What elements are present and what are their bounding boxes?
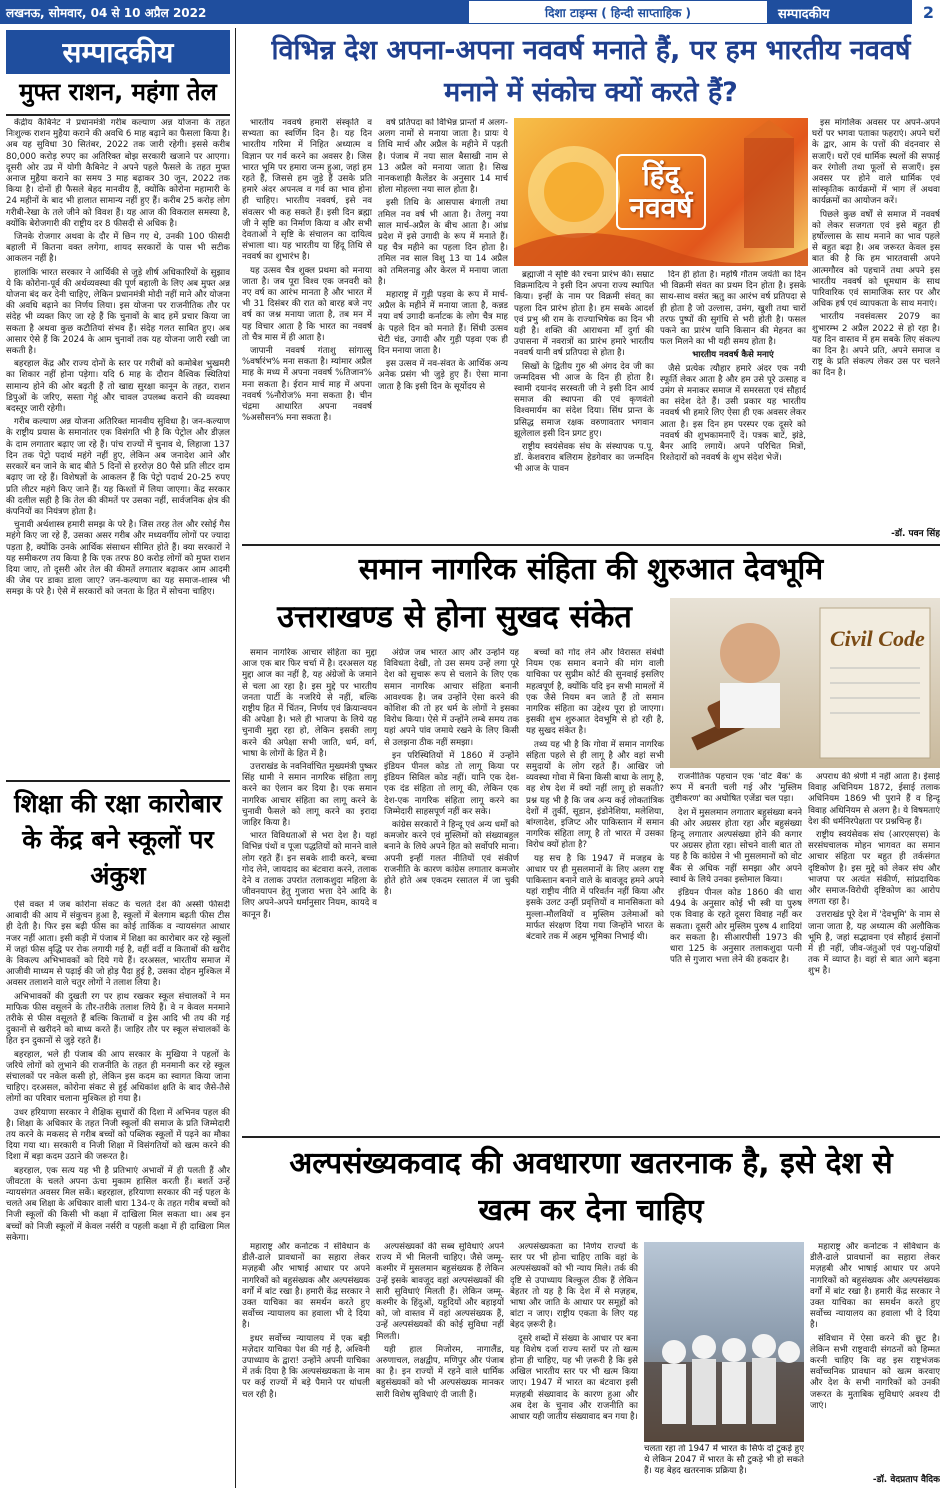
paragraph: अभिभावकों की दुखती रग पर हाथ रखकर स्कूल संचालकों ने मन माफिक फीस वसूलने के तौर-तरीके तलाश लिये हैं। वे न केवल मनमाने तरीके से फीस वसूलते हैं बल्कि किताबों व ड्रेस आदि भी तय की गई दुकानों से खरीदने को बाध्य करते हैं। जाहिर तौर पर स्कूल संचालकों के हित इन दुकानों से जुड़े रहते हैं। (6, 991, 230, 1047)
paragraph: अंग्रेज जब भारत आए और उन्होंने यह विविधता देखी, तो उस समय उन्हें लगा पूरे देश को सुचारू रूप से चलाने के लिए एक समान नागरिक आचार संहिता बनानी आवश्यक है। जब उन्होंने ऐसा करने की कोशिश की तो हर धर्म के लोगों ने इसका विरोध किया। ऐसे में उन्होंने लम्बे समय तक यहां अपने पांव जमाये रखने के लिए किसी से उलझना ठीक नहीं समझा। (384, 648, 519, 748)
paragraph: सिखों के द्वितीय गुरु श्री अंगद देव जी का जन्मदिवस भी आज के दिन ही होता है। स्वामी दयानंद सरस्वती जी ने इसी दिन आर्य समाज की स्थापना की एवं कृणवंतो विश्वमार्यम का संदेश दिया। सिंध प्रान्त के प्रसिद्ध समाज रक्षक वरुणावतार भगवान झूलेलाल इसी दिन प्रगट हुए। (514, 361, 654, 439)
paragraph: इन परिस्थितियों में 1860 में उन्होंने इंडियन पीनल कोड तो लागू किया पर इंडियन सिविल कोड नहीं। यानि एक देश-एक दंड संहिता तो लागू की, लेकिन एक देश-एक नागरिक संहिता लागू करने का जिम्मेदारी साहसपूर्ण नहीं कर सके। (384, 750, 519, 817)
civil-headline-2: उत्तराखण्ड से होना सुखद संकेत (277, 599, 632, 635)
paragraph: ब्रह्माजी ने सृष्टि की रचना प्रारंभ की। सम्राट विक्रमादित्य ने इसी दिन अपना राज्य स्थापित किया। इन्हीं के नाम पर विक्रमी संवत् का पहला दिन प्रारंभ होता है। हम सबके आदर्श एवं प्रभु श्री राम के राज्याभिषेक का दिन भी यही है। शक्ति की आराधना माँ दुर्गा की उपासना में नवरात्रों का प्रारंभ हमारे भारतीय नववर्ष यानी वर्ष प्रतिपदा से होता है। (514, 270, 654, 359)
article1-headline: मुफ्त राशन, महंगा तेल (19, 78, 217, 106)
paragraph: दिन ही होता है। महर्षि गौतम जयंती का दिन भी विक्रमी संवत का प्रथम दिन होता है। इसके साथ-साथ वसंत ऋतु का आरंभ वर्ष प्रतिपदा से ही होता है जो उल्लास, उमंग, खुशी तथा चारों तरफ पुष्पों की सुगंधि से भरी होती है। फसल पकने का प्रारंभ यानि किसान की मेहनत का फल मिलने का भी यही समय होता है। (660, 270, 806, 348)
paragraph: जिनके रोजगार अथवा के दौर में छिन गए थे, उनकी 100 फीसदी बहाली में कितना वक्त लगेगा, शायद सरकारों के पास भी सटीक आकलन नहीं है। (6, 232, 230, 265)
divider (6, 780, 230, 782)
crowd-illustration (644, 1242, 804, 1442)
masthead: दिशा टाइम्स ( हिन्दी साप्ताहिक ) (545, 5, 691, 20)
minority-col2 (376, 1242, 504, 1486)
paragraph: वर्ष प्रतिपदा को विभिन्न प्रान्तों में अलग-अलग नामों से मनाया जाता है। प्रायः ये तिथि मार्च और अप्रैल के महीने में पड़ती है। पंजाब में नया साल बैसाखी नाम से 13 अप्रैल को मनाया जाता है। सिख नानकशाही कैलेंडर के अनुसार 14 मार्च होला मोहल्ला नया साल होता है। (378, 118, 508, 196)
paragraph: संविधान में ऐसा करने की छूट है। लेकिन सभी राष्ट्रवादी संगठनों को हिम्मत करनी चाहिए कि वह इस राष्ट्रभंजक सर्वोच्चनिक प्रावधान को खत्म करवाए और देश के सभी नागरिकों को उनकी जरूरत के मुताबिक सुविधाएं अवश्य दी जाएं। (810, 1333, 940, 1411)
navvarsh-col3 (514, 270, 654, 540)
paragraph: यही हाल मिजोरम, नागालैंड, अरुणाचल, लक्षद्वीप, मणिपुर और पंजाब का है। इन राज्यों में रहने वाले धार्मिक बहुसंख्यकों को भी अल्पसंख्यक मानकर सारी विशेष सुविधाएं दी जाती हैं। (376, 1344, 504, 1400)
paragraph: महाराष्ट्र और कर्नाटक ने संविधान के डीलै-ढाले प्रावधानों का सहारा लेकर मज़हबी और भाषाई आधार पर अपने नागरिकों को बहुसंख्यक और अल्पसंख्यक वर्गों में बांट रखा है। हमारी केंद्र सरकार ने उक्त याचिका का समर्थन करते हुए सर्वोच्च न्यायालय का हवाला भी दे दिया है। (242, 1242, 370, 1331)
paragraph: ऐसे वक्त में जब कोरोना संकट के चलते देश की अस्सी फीसदी आबादी की आय में संकुचन हुआ है, स्कूलों में बेलगाम बढ़ती फीस टीस ही देती है। फिर इस बढ़ी फीस का कोई तार्किक व न्यायसंगत आधार नजर नहीं आता। इसी कड़ी में पंजाब में शिक्षा का कारोबार कर रहे स्कूलों में जहां फीस वृद्धि पर रोक लगायी गई है, वहीं वर्दी व किताबों की खरीद के विकल्प अभिभावकों को दिये गये हैं। दरअसल, भारतीय समाज में आजीवी माध्यम से पढ़ाई की जो होड़ पैदा हुई है, उसका दोहन मुश्किल में अवसर तलाशने वाले चतुर लोगों ने तलाश लिया है। (6, 900, 230, 989)
section-title: सम्पादकीय (62, 36, 174, 69)
section-label: सम्पादकीय (778, 7, 830, 22)
minority-col5 (810, 1242, 940, 1470)
paragraph: जैसे प्रत्येक त्यौहार हमारे अंदर एक नयी स्फूर्ति लेकर आता है और हम उसे पूरे उत्साह व उमंग से मनाकर समाज में समरसता एवं सौहार्द का संदेश देते हैं। उसी प्रकार यह भारतीय नववर्ष भी हमारे लिए ऐसा ही एक अवसर लेकर आता है। इस दिन हम परस्पर एक दूसरे को नववर्ष की शुभकामनाएँ दें। पत्रक बाटें, झंडे, बैनर आदि लगायें। अपने परिचित मित्रों, रिश्तेदारों को नववर्ष के शुभ संदेश भेजें। (660, 363, 806, 464)
page-number: 2 (922, 2, 935, 22)
civil-col1 (242, 648, 377, 1132)
paragraph: राष्ट्रीय स्वयंसेवक संघ (आरएसएस) के सरसंघचालक मोहन भागवत का समान आचार संहिता पर बहुत ही तर्कसंगत दृष्टिकोण है। इस मुद्दे को लेकर संघ और भाजपा पर अत्यंत संकीर्ण, सांप्रदायिक और समाज-विरोधी दृष्टिकोण का आरोप लगता रहा है। (808, 830, 940, 908)
dateline: लखनऊ, सोमवार, 04 से 10 अप्रैल 2022 (6, 6, 207, 20)
paragraph: कांग्रेस सरकारों ने हिन्दू एवं अन्य धर्मों को कमजोर करने एवं मुस्लिमों को संख्याबहुल बनाने के लिये अपने हित को सर्वोपरि माना। अपनी इन्हीं गलत नीतियों एवं संकीर्ण राजनीति के कारण कांग्रेस लगातार कमजोर होते होते अब एकदम रसातल में जा चुकी है। (384, 820, 519, 898)
paragraph: हालांकि भारत सरकार ने आर्थिकी से जुड़े शीर्ष अधिकारियों के सुझाव ये कि कोरोना-पूर्व की अर्थव्यवस्था की पूर्ण बहाली के लिए अब मुफ्त अन्न योजना बंद कर देनी चाहिए, लेकिन प्रधानमंत्री मोदी नहीं माने और योजना की अवधि बढ़ाने का निर्णय लिया। इस योजना पर राजनीतिक तौर पर संदेह भी व्यक्त किए जा रहे हैं कि चुनावों के बाद हमें प्रचार किया जा सकता है अथवा कुछ कटौतियां संभव हैं। संदेह गलत साबित हुए। अब आसार ऐसे हैं कि 2024 के आम चुनावों तक यह योजना जारी रखी जा सकती है। (6, 267, 230, 357)
paragraph: देश में मुसलमान लगातार बहुसंख्या बनने की ओर अग्रसर होता रहा और बहुसंख्या हिन्दू लगातार अल्पसंख्या होने की कगार पर अग्रसर होता रहा। सोचने वाली बात तो यह है कि कांग्रेस ने भी मुसलमानों को वोट बैंक से अधिक नहीं समझा और अपने स्वार्थ के लिये उनका इस्तेमाल किया। (670, 807, 802, 885)
paragraph: जापानी नववर्ष गंताशु सांगात्सु %वर्षारंभ% मना सकता है। म्यांमार अप्रैल माह के मध्य में अपना नववर्ष %तिजान% मना सकता है। ईरान मार्च माह में अपना नववर्ष %नौरोज% मना सकता है। चीन चंद्रमा आधारित अपना नववर्ष %असौसन% मना सकता है। (242, 346, 372, 424)
paragraph: चुनावी अर्थशास्त्र हमारी समझ के परे है। जिस तरह तेल और रसोई गैस महंगे किए जा रहे हैं, उसका असर गरीब और मध्यवर्गीय लोगों पर ज्यादा पड़ता है, क्योंकि उनके आर्थिक संसाधन सीमित होते हैं। क्या सरकारों ने यह समीकरण तय किया है कि एक तरफ 80 करोड़ लोगों को मुफ्त राशन दिया जाए, तो दूसरी ओर तेल की कीमतें लगातार बढ़ाकर आम आदमी की जेब पर डाका डाला जाए? जन-कल्याण का यह समाज-शास्त्र भी समझ के परे है। ऐसे में सरकारों को जनता के हित में सोचना चाहिए। (6, 520, 230, 598)
paragraph: अपराध की श्रेणी में नहीं आता है। ईसाई विवाह अधिनियम 1872, ईसाई तलाक अधिनियम 1869 भी पुराने हैं व हिन्दू विवाह अधिनियम से अलग है। ये विषमताएं देश की धर्मनिरपेक्षता पर प्रश्नचिन्ह हैं। (808, 772, 940, 827)
minority-author: -डॉ. वेदप्रताप वैदिक (872, 1475, 940, 1485)
paragraph: इस उत्सव में नव-संवत के आर्थिक अन्य अनेक प्रसंग भी जुड़े हुए हैं। ऐसा माना जाता है कि इसी दिन के सूर्योदय से (378, 359, 508, 392)
paragraph: बहरहाल केंद्र और राज्य दोनों के स्तर पर गरीबों को कमोबेश भुखमरी का शिकार नहीं होना पड़ेगा। यदि 6 माह के दौरान वैश्विक स्थितियां सामान्य होने की ओर बढ़ती हैं तो खाद्य सुरक्षा कानून के तहत, राशन डिपुओं के जरिए, सस्ता गेहूं और चावल उपलब्ध कराने की व्यवस्था बदस्तूर जारी रहेगी। (6, 359, 230, 415)
paragraph: पिछले कुछ वर्षों से समाज में नववर्ष को लेकर सजगता एवं इसे बहुत ही हर्षोल्लास के साथ मनाने का भाव पहले से बहुत बढ़ा है। अब जरूरत केवल इस बात की है कि हम भारतवासी अपने आत्मगौरव को पहचानें तथा अपने इस भारतीय नववर्ष को धूमधाम के साथ पारिवारिक एवं सामाजिक स्तर पर और अधिक हर्ष एवं व्यापकता के साथ मनाएं। (812, 209, 940, 310)
minority-headline-2: खत्म कर देना चाहिए (478, 1193, 704, 1228)
masthead-box (468, 0, 768, 24)
civil-col5 (808, 772, 940, 1132)
civil-code-label: Civil Code (830, 626, 925, 651)
paragraph: उत्तराखंड के नवनिर्वाचित मुख्यमंत्री पुष्कर सिंह धामी ने समान नागरिक संहिता लागू करने का ऐलान कर दिया है। एक समान नागरिक आचार संहिता का लागू करने के चुनावी फैसले को लागू करने का इरादा जाहिर किया है। (242, 762, 377, 829)
paragraph: भारतीय नवसंवत्सर 2079 का शुभारम्भ 2 अप्रैल 2022 से हो रहा है। यह दिन वास्तव में हम सबके लिए संकल्प का दिन है। अपने प्रति, अपने समाज व राष्ट्र के प्रति संकल्प लेकर उस पर चलने का दिन है। (812, 312, 940, 379)
civil-code-image (670, 598, 940, 768)
minority-headline-1: अल्पसंख्यकवाद की अवधारणा खतरनाक है, इसे देश से (289, 1146, 893, 1181)
minority-image (644, 1242, 804, 1442)
paragraph: उधर हरियाणा सरकार ने शैक्षिक सुधारों की दिशा में अभिनव पहल की है। शिक्षा के अधिकार के तहत निजी स्कूलों की समाज के प्रति जिम्मेदारी तय करने के मकसद से गरीब बच्चों को पब्लिक स्कूलों में पढ़ने का मौका दिया गया था। सरकारी व निजी शिक्षा में विसंगतियों को खत्म करने की दिशा में बड़ा कदम उठाने की जरूरत है। (6, 1107, 230, 1163)
paragraph: बच्चों को गोद लेने और विरासत संबंधी नियम एक समान बनाने की मांग वाली याचिका पर सुप्रीम कोर्ट की सुनवाई इसलिए महत्वपूर्ण है, क्योंकि यदि इन सभी मामलों में एक जैसे नियम बन जाते हैं तो समान नागरिक संहिता का उद्देश्य पूरा हो जाएगा। इसकी शुभ शुरुआत देवभूमि से हो रही है, यह सुखद संकेत है। (526, 648, 664, 737)
navvarsh-image-caption: हिंदू नववर्ष (616, 154, 706, 230)
paragraph: दूसरे शब्दों में संख्या के आधार पर बना यह विशेष दर्जा राज्य स्तरों पर तो खत्म होना ही चाहिए, यह भी ज़रूरी है कि इसे अखिल भारतीय स्तर पर भी खत्म किया जाए। 1947 में भारत का बंटवारा इसी मज़हबी संख्यावाद के कारण हुआ और अब देश के चुनाव और राजनीति का आधार यही जातीय संख्यावाद बन गया है। (510, 1333, 638, 1423)
paragraph: अल्पसंख्यकता का निर्णय राज्यों के स्तर पर भी होना चाहिए ताकि वहां के अल्पसंख्यकों को भी न्याय मिले। तर्क की दृष्टि से उपाध्याय बिल्कुल ठीक हैं लेकिन बेहतर तो यह है कि देश में से मज़हब, भाषा और जाति के आधार पर समूहों को बांटा न जाए। राष्ट्रीय एकता के लिए यह बेहद ज़रूरी है। (510, 1242, 638, 1331)
navvarsh-image (514, 118, 808, 266)
paragraph: तथ्य यह भी है कि गोवा में समान नागरिक संहिता पहले से ही लागू है और वहां सभी समुदायों के लोग रहते हैं। आखिर जो व्यवस्था गोवा में बिना किसी बाधा के लागू है, वह शेष देश में क्यों नहीं लागू हो सकती? प्रश्न यह भी है कि जब अन्य कई लोकतांत्रिक देशों में तुर्की, सूडान, इंडोनेशिया, मलेशिया, बांग्लादेश, इजिप्ट और पाकिस्तान में समान नागरिक संहिता लागू है तो भारत में उसका विरोध क्यों होता है? (526, 739, 664, 851)
subheading: भारतीय नववर्ष कैसे मनाएं (692, 350, 774, 361)
paragraph: इधर सर्वोच्च न्यायालय में एक बड़ी मज़ेदार याचिका पेश की गई है, अश्विनी उपाध्याय के द्वारा! उन्होंने अपनी याचिका में तर्क दिया है कि अल्पसंख्यकता के नाम पर कई राज्यों में बड़े पैमाने पर धांधली चल रही है। (242, 1333, 370, 1400)
paragraph: इस मांगलिक अवसर पर अपने-अपने घरों पर भगवा पताका फहराएं। अपने घरों के द्वार, आम के पत्तों की वंदनवार से सजाएँ। घरों एवं धार्मिक स्थलों की सफाई कर रंगोली तथा फूलों से सजाएँ। इस अवसर पर होने वाले धार्मिक एवं सांस्कृतिक कार्यक्रमों में भाग लें अथवा कार्यक्रमों का आयोजन करें। (812, 118, 940, 207)
navvarsh-col2 (378, 118, 508, 540)
top-bar (0, 0, 945, 24)
page-number-box (912, 0, 945, 24)
paragraph: बहरहाल, भले ही पंजाब की आप सरकार के मुखिया ने पहलों के जरिये लोगों को लुभाने की राजनीति के तहत ही मनमानी कर रहे स्कूल संचालकों पर नकेल कसी हो, लेकिन इस कदम का स्वागत किया जाना चाहिए। दरअसल, कोरोना संकट से हुई अधिकांश क्षति के बाद जैसे-तैसे लोगों का परिवार चलाना मुश्किल हो गया है। (6, 1049, 230, 1105)
paragraph: भारत विविधताओं से भरा देश है। यहां विभिन्न पंथों व पूजा पद्धतियों को मानने वाले लोग रहते हैं। इन सबके शादी करने, बच्चा गोद लेने, जायदाद का बंटवारा करने, तलाक देने व तलाक उपरांत तलाकशुदा महिला के जीवनयापन हेतु गुजारा भत्ता देने आदि के लिए अपने-अपने धर्मानुसार नियम, कायदे व कानून हैं। (242, 831, 377, 920)
gavel-illustration (670, 598, 940, 768)
minority-col1 (242, 1242, 370, 1486)
paragraph: उत्तराखंड पूरे देश में 'देवभूमि' के नाम से जाना जाता है, यह अध्यात्म की अलौकिक भूमि है, जहां सद्भावना एवं सौहार्द इंसानों में ही नहीं, जीव-जंतुओं एवं पशु-पक्षियों तक में व्याप्त है। वहां से बात आगे बढ़ना शुभ है। (808, 910, 940, 977)
article2-headline: शिक्षा की रक्षा कारोबार के केंद्र बने स्कूलों पर अंकुश (14, 789, 222, 890)
paragraph: गरीब कल्याण अन्न योजना अतिरिक्त मानवीय सुविधा है। जन-कल्याण के राष्ट्रीय प्रयास के समानांतर एक विसंगति भी है कि पेट्रोल और डीज़ल के दाम लगातार बढ़ाए जा रहे हैं। पांच राज्यों में चुनाव थे, लिहाजा 137 दिन तक पेट्रो पदार्थ महंगे नहीं हुए, लेकिन अब जनादेश आने और सरकारें बन जाने के बाद बीते 5 दिनों से हररोज़ 80 पैसे प्रति लीटर दाम बढ़ाए जा रहे हैं। विशेषज्ञों के आकलन हैं कि पेट्रो पदार्थ 20-25 रुपए प्रति लीटर महंगे किए जाने हैं। यह किश्तों में लिया जाएगा। केंद्र सरकार की दलील सही है कि तेल की कीमतें पर उसका नहीं, सार्वजनिक क्षेत्र की कंपनियों का नियंत्रण होता है। (6, 417, 230, 517)
paragraph: महाराष्ट्र में गुड़ी पड़वा के रूप में मार्च-अप्रैल के महीने में मनाया जाता है, कन्नड नया वर्ष उगादी कर्नाटक के लोग चैत्र माह के पहले दिन को मनाते हैं। सिंधी उत्सव चेटी चंड, उगादी और गुड़ी पड़वा एक ही दिन मनाया जाता है। (378, 290, 508, 357)
paragraph: केंद्रीय कैबिनेट ने प्रधानमंत्री गरीब कल्याण अन्न योजना के तहत निःशुल्क राशन मुहैया कराने की अवधि 6 माह बढ़ाने का फैसला किया है। अब यह सुविधा 30 सितंबर, 2022 तक जारी रहेगी। इससे करीब 80,000 करोड़ रुपए का अतिरिक्त बोझ सरकारी खजाने पर आएगा। दूसरी ओर उप्र में योगी कैबिनेट ने अपने पहले फैसले के तहत मुफ्त अनाज मुहैया कराने का समय 3 माह बढ़ाकर 30 जून, 2022 तक किया है। दोनों ही फैसले बेहद मानवीय हैं, क्योंकि कोरोना महामारी के 24 महीनों के बाद भी हालात सामान्य नहीं हुए हैं। करीब 25 करोड़ लोग गरीबी-रेखा के तले जीने को विवश हैं। यह आज की विकराल समस्या है, क्योंकि बेरोजगारी की राष्ट्रीय दर 8 फीसदी से अधिक है। (6, 118, 230, 229)
article1-body (6, 118, 230, 778)
navvarsh-headline: विभिन्न देश अपना-अपना नववर्ष मनाते हैं, पर हम भारतीय नववर्ष मनाने में संकोच क्यों करते हैं? (271, 35, 911, 108)
divider (242, 1136, 940, 1138)
civil-headline-1: समान नागरिक संहिता की शुरुआत देवभूमि (358, 552, 824, 587)
navvarsh-col5 (812, 118, 940, 524)
paragraph: महाराष्ट्र और कर्नाटक ने संविधान के डीलै-ढाले प्रावधानों का सहारा लेकर मज़हबी और भाषाई आधार पर अपने नागरिकों को बहुसंख्यक और अल्पसंख्यक वर्गों में बांट रखा है। हमारी केंद्र सरकार ने उक्त याचिका का समर्थन करते हुए सर्वोच्च न्यायालय का हवाला भी दे दिया है। (810, 1242, 940, 1331)
civil-col4 (670, 772, 802, 1132)
paragraph: भारतीय नववर्ष हमारी संस्कृति व सभ्यता का स्वर्णिम दिन है। यह दिन भारतीय गरिमा में निहित अध्यात्म व विज्ञान पर गर्व करने का अवसर है। जिस भारत भूमि पर हमारा जन्म हुआ, जहां हम रहते हैं, जिससे हम जुड़े हैं उसके प्रति हमारे अंदर अपनत्व व गर्व का भाव होना ही चाहिए। भारतीय नववर्ष, इसे नव संवत्सर भी कह सकते हैं। इसी दिन ब्रह्मा जी ने सृष्टि का निर्माण किया व और सभी देवताओं ने सृष्टि के संचालन का दायित्व संभाला था। यह भारतीय या हिंदू तिथि से नववर्ष का शुभारंभ है। (242, 118, 372, 263)
minority-image-caption: चलता रहा तो 1947 में भारत के सिर्फ दो टुकड़े हुए थे लेकिन 2047 में भारत के सौ टुकड़े भी हो सकते हैं। यह बेहद खतरनाक प्रक्रिया है। (644, 1444, 804, 1476)
paragraph: समान नागरिक आचार संहिता का मुद्दा आज एक बार फिर चर्चा में है। दरअसल यह मुद्दा आज का नहीं है, यह अंग्रेजों के जमाने से चला आ रहा है। इस मुद्दे पर भारतीय जनता पार्टी के नजरिये से नहीं, बल्कि राष्ट्रीय हित में चिंतन, निर्णय एवं क्रियान्वयन की अपेक्षा है। भले ही भाजपा के लिये यह चुनावी मुद्दा रहा हो, लेकिन इसकी लागू करने की अपेक्षा सभी जाति, धर्म, वर्ग, भाषा के लोगों के हित में है। (242, 648, 377, 759)
paragraph: राष्ट्रीय स्वयंसेवक संघ के संस्थापक प.पू. डॉ. केशवराव बलिराम हेडगेवार का जन्मदिन भी आज के पावन (514, 442, 654, 475)
minority-col3 (510, 1242, 638, 1486)
column-divider (235, 28, 236, 1488)
paragraph: इंडियन पीनल कोड 1860 की धारा 494 के अनुसार कोई भी स्त्री या पुरुष एक विवाह के रहते दूसरा विवाह नहीं कर सकता। दूसरी ओर मुस्लिम पुरुष 4 शादियां कर सकता है। सीआरपीसी 1973 की धारा 125 के अनुसार तलाकशुदा पत्नी पति से गुजारा भत्ता लेने की हकदार है। (670, 888, 802, 966)
divider (242, 544, 940, 546)
divider (6, 114, 230, 116)
section-title-box (6, 30, 230, 74)
navvarsh-col4 (660, 270, 806, 540)
paragraph: यह सच है कि 1947 में मजहब के आधार पर ही मुसलमानों के लिए अलग राष्ट्र पाकिस्तान बनाने वाले के बावजूद हमने अपने यहां राष्ट्रीय नीति में परिवर्तन नहीं किया और इसके उलट उन्हीं प्रवृत्तियों व मानसिकता को मुल्ला-मौलवियों व मुस्लिम उलेमाओं को मार्फत संरक्षण दिया गया जिन्होंने भारत के बंटवारे तक में अहम भूमिका निभाई थी। (526, 853, 664, 943)
navvarsh-col1 (242, 118, 372, 540)
article2-body (6, 900, 230, 1485)
paragraph: बहरहाल, एक सत्य यह भी है प्रतिभाएं अभावों में ही पलती हैं और जीवटता के चलते अपना ऊंचा मुकाम हासिल करती हैं। बशर्ते उन्हें न्यायसंगत अवसर मिल सकें। बहरहाल, हरियाणा सरकार की नई पहल के चलते अब शिक्षा के अधिकार वाली धारा 134-ए के तहत गरीब बच्चों को निजी स्कूलों की किसी भी कक्षा में दाखिला मिल सकता था। अब इन बच्चों को निजी स्कूलों में केवल नर्सरी व पहली कक्षा में ही दाखिला मिल सकेगा। (6, 1165, 230, 1243)
paragraph: यह उत्सव चैत्र शुक्ल प्रथमा को मनाया जाता है। जब पूरा विश्व एक जनवरी को नए वर्ष का आरंभ मानता है और भारत में भी 31 दिसंबर की रात को बारह बजे नए वर्ष का जश्न मनाया जाता है, तब मन में यह विचार आता है कि भारत का नववर्ष तो चैत्र मास में ही आता है। (242, 265, 372, 343)
paragraph: राजनीतिक पहचान एक 'वोट बैंक' के रूप में बनती चली गई और 'मुस्लिम तुष्टीकरण' का अघोषित एजेंडा चल पड़ा। (670, 772, 802, 805)
civil-col2 (384, 648, 519, 1132)
navvarsh-author: -डॉ. पवन सिंह (891, 529, 940, 539)
paragraph: इसी तिथि के आसपास बंगाली तथा तमिल नव वर्ष भी आता है। तेलगु नया साल मार्च-अप्रैल के बीच आता है। आंध्र प्रदेश में इसे उगादी के रूप में मनाते हैं। यह चैत्र महीने का पहला दिन होता है। तमिल नव साल विशु 13 या 14 अप्रैल को तमिलनाडु और केरल में मनाया जाता है। (378, 198, 508, 287)
paragraph: अल्पसंख्यकों की सब्ब सुविधाएं अपने राज्य में भी मिलनी चाहिए। जैसे जम्मू-कश्मीर में मुसलमान बहुसंख्यक हैं लेकिन उन्हें इसके बावजूद वहां अल्पसंख्यकों की सारी सुविधाएं मिलती हैं। लेकिन जम्मू-कश्मीर के हिंदुओं, यहूदियों और बहाइयों को, जो वास्तव में वहां अल्पसंख्यक हैं, उन्हें अल्पसंख्यकों की कोई सुविधा नहीं मिलती। (376, 1242, 504, 1342)
civil-col3 (526, 648, 664, 1132)
